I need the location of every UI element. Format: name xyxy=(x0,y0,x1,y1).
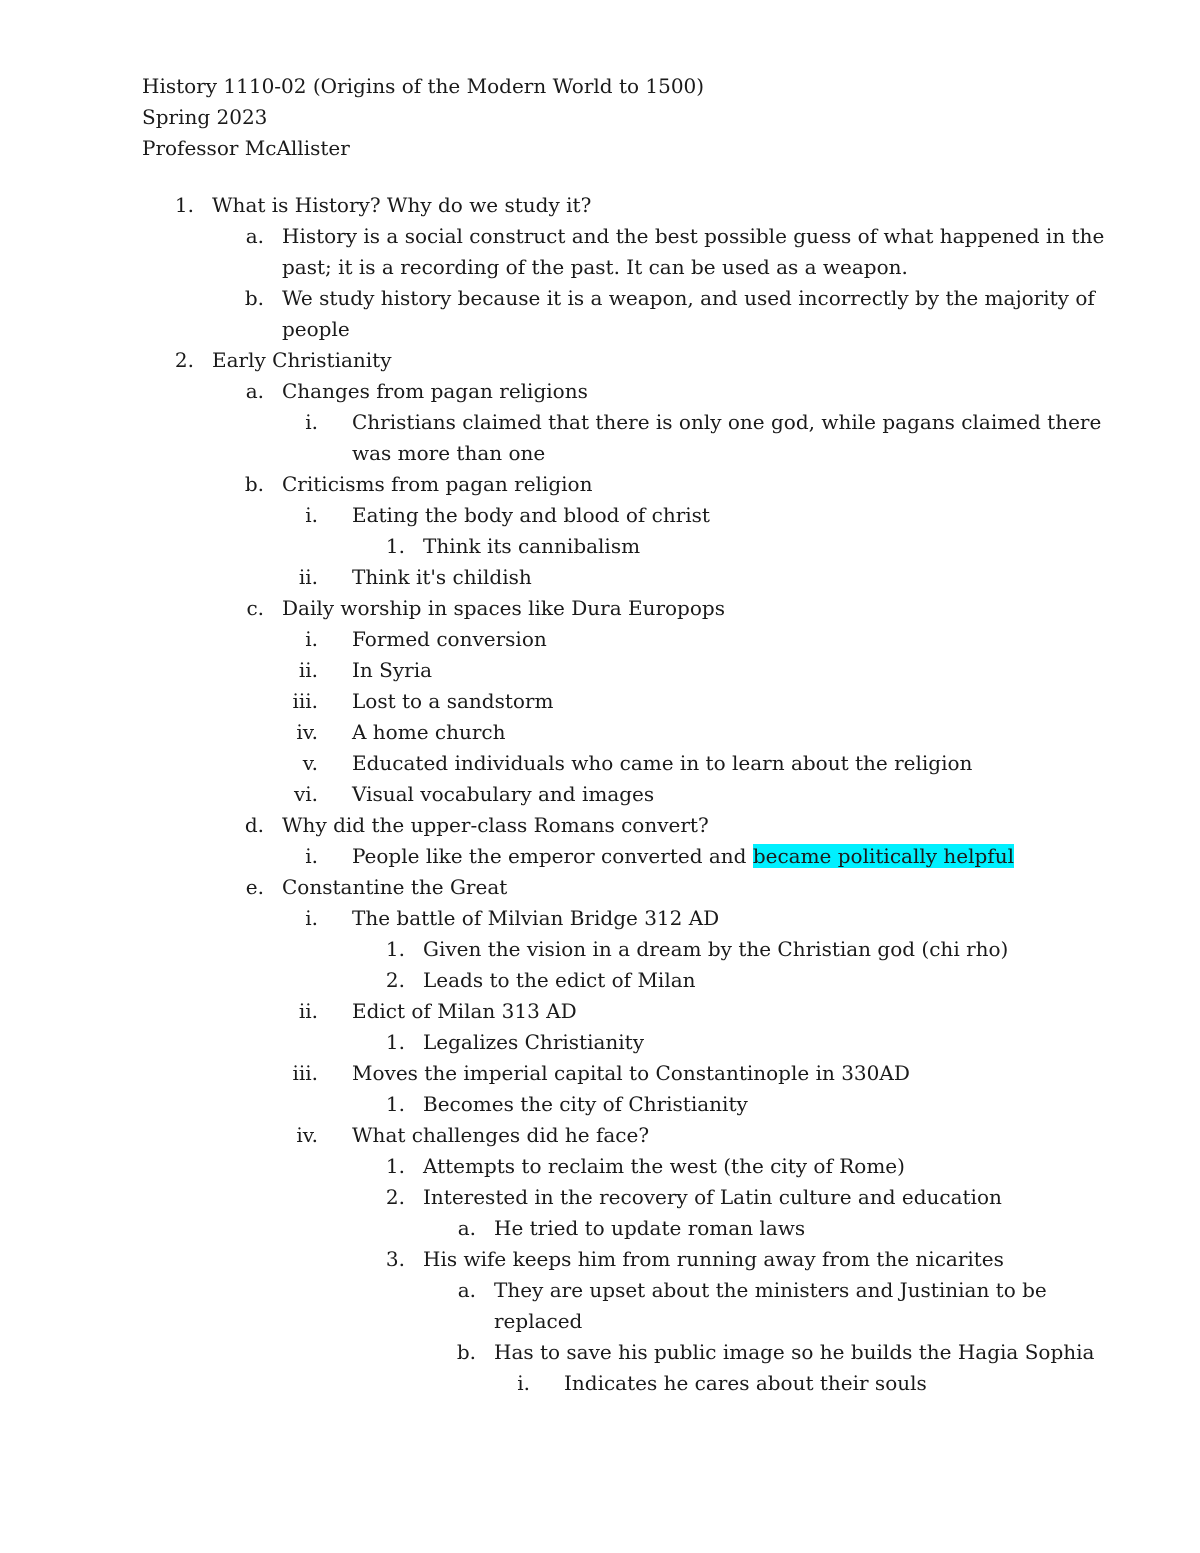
outline-item xyxy=(0,376,1200,407)
outline-item xyxy=(0,345,1200,376)
outline-text xyxy=(564,1368,927,1399)
outline-text-main: Has to save his public image so he builds the Hagia Sophia xyxy=(494,1340,1095,1364)
list-marker: iii. xyxy=(292,689,318,713)
outline-item xyxy=(0,1244,1200,1275)
outline-text xyxy=(423,1244,1004,1275)
list-marker: iv. xyxy=(296,1123,318,1147)
list-marker: a. xyxy=(457,1278,476,1302)
outline-text-main: was more than one xyxy=(352,441,546,465)
list-marker: 1. xyxy=(174,193,194,217)
list-marker: ii. xyxy=(298,565,318,589)
list-marker: v. xyxy=(302,751,318,775)
outline-item xyxy=(0,500,1200,531)
outline-text xyxy=(423,934,1008,965)
outline-text xyxy=(352,686,553,717)
outline-item xyxy=(0,221,1200,252)
outline-text-main: Criticisms from pagan religion xyxy=(282,472,593,496)
list-marker: i. xyxy=(517,1371,530,1395)
outline-item xyxy=(0,996,1200,1027)
outline-item xyxy=(0,624,1200,655)
outline-item xyxy=(0,655,1200,686)
outline-text-main: Formed conversion xyxy=(352,627,547,651)
outline-text-main: We study history because it is a weapon, and used incorrectly by the majority of xyxy=(282,286,1095,310)
outline-item xyxy=(0,1275,1200,1306)
outline-text-main: Christians claimed that there is only one god, while pagans claimed there xyxy=(352,410,1102,434)
outline-text xyxy=(352,717,506,748)
outline-text-main: Think it's childish xyxy=(352,565,532,589)
outline-text xyxy=(282,221,1104,252)
outline-text xyxy=(282,469,592,500)
outline-text xyxy=(282,314,350,345)
outline-text-main: Given the vision in a dream by the Christian god (chi rho) xyxy=(423,937,1009,961)
outline-text xyxy=(282,283,1095,314)
list-marker: iii. xyxy=(292,1061,318,1085)
outline-text-main: Legalizes Christianity xyxy=(423,1030,645,1054)
outline-text-main: Indicates he cares about their souls xyxy=(564,1371,927,1395)
outline-text xyxy=(423,1182,1002,1213)
list-marker: iv. xyxy=(296,720,318,744)
notes-outline xyxy=(0,190,1200,1399)
outline-text-main: Constantine the Great xyxy=(282,875,508,899)
outline-text xyxy=(352,903,719,934)
outline-text-main: In Syria xyxy=(352,658,433,682)
list-marker: 1. xyxy=(385,1154,405,1178)
outline-text-main: His wife keeps him from running away from the nicarites xyxy=(423,1247,1004,1271)
outline-text-main: replaced xyxy=(494,1309,583,1333)
list-marker: ii. xyxy=(298,658,318,682)
outline-item xyxy=(0,283,1200,314)
list-marker: 2. xyxy=(385,1185,405,1209)
outline-text-main: Educated individuals who came in to learn about the religion xyxy=(352,751,973,775)
list-marker: i. xyxy=(305,503,318,527)
outline-text xyxy=(494,1213,805,1244)
outline-item xyxy=(0,252,1200,283)
outline-text xyxy=(352,748,972,779)
list-marker: 1. xyxy=(385,937,405,961)
outline-item xyxy=(0,1089,1200,1120)
outline-text-main: Early Christianity xyxy=(212,348,392,372)
outline-text-main: Edict of Milan 313 AD xyxy=(352,999,577,1023)
list-marker: c. xyxy=(246,596,264,620)
outline-text xyxy=(282,376,588,407)
outline-item xyxy=(0,1151,1200,1182)
outline-text-main: They are upset about the ministers and Justinian to be xyxy=(494,1278,1047,1302)
outline-text xyxy=(352,562,532,593)
outline-text xyxy=(494,1337,1094,1368)
outline-item xyxy=(0,1337,1200,1368)
outline-text xyxy=(423,1151,905,1182)
outline-text-main: Lost to a sandstorm xyxy=(352,689,554,713)
list-marker: 3. xyxy=(385,1247,405,1271)
outline-item xyxy=(0,903,1200,934)
term: Spring 2023 xyxy=(142,105,268,129)
outline-text-main: What challenges did he face? xyxy=(352,1123,650,1147)
outline-text xyxy=(282,872,507,903)
outline-item xyxy=(0,438,1200,469)
outline-item xyxy=(0,593,1200,624)
outline-item xyxy=(0,934,1200,965)
outline-item xyxy=(0,1368,1200,1399)
outline-item xyxy=(0,469,1200,500)
outline-text xyxy=(352,779,654,810)
outline-text-main: Leads to the edict of Milan xyxy=(423,968,696,992)
list-marker: 2. xyxy=(385,968,405,992)
outline-text xyxy=(352,996,577,1027)
outline-item xyxy=(0,562,1200,593)
outline-text-main: Attempts to reclaim the west (the city of Rome) xyxy=(423,1154,905,1178)
outline-item xyxy=(0,841,1200,872)
list-marker: ii. xyxy=(298,999,318,1023)
highlighted-text: became politically helpful xyxy=(752,844,1014,868)
outline-text xyxy=(423,1027,644,1058)
outline-text-main: past; it is a recording of the past. It can be used as a weapon. xyxy=(282,255,908,279)
list-marker: vi. xyxy=(293,782,318,806)
outline-text-main: Changes from pagan religions xyxy=(282,379,588,403)
list-marker: i. xyxy=(305,410,318,434)
outline-text-main: He tried to update roman laws xyxy=(494,1216,806,1240)
list-marker: e. xyxy=(245,875,264,899)
outline-item xyxy=(0,190,1200,221)
outline-text xyxy=(352,407,1101,438)
outline-text-main: Visual vocabulary and images xyxy=(352,782,655,806)
outline-text-main: Interested in the recovery of Latin culture and education xyxy=(423,1185,1002,1209)
outline-text-main: Moves the imperial capital to Constantinople in 330AD xyxy=(352,1061,910,1085)
outline-item xyxy=(0,965,1200,996)
outline-item xyxy=(0,872,1200,903)
outline-text xyxy=(212,190,591,221)
list-marker: i. xyxy=(305,627,318,651)
list-marker: a. xyxy=(457,1216,476,1240)
list-marker: a. xyxy=(245,224,264,248)
outline-text-main: The battle of Milvian Bridge 312 AD xyxy=(352,906,720,930)
outline-text-main: Becomes the city of Christianity xyxy=(423,1092,748,1116)
professor-name: Professor McAllister xyxy=(142,136,350,160)
course-title: History 1110-02 (Origins of the Modern World to 1500) xyxy=(142,74,705,98)
outline-item xyxy=(0,531,1200,562)
outline-text xyxy=(423,1089,748,1120)
list-marker: i. xyxy=(305,844,318,868)
outline-text xyxy=(352,1120,649,1151)
outline-item xyxy=(0,717,1200,748)
outline-text xyxy=(352,438,545,469)
outline-text-main: People like the emperor converted and xyxy=(352,844,753,868)
list-marker: b. xyxy=(244,286,264,310)
outline-text-main: Daily worship in spaces like Dura Europops xyxy=(282,596,725,620)
outline-text xyxy=(494,1306,582,1337)
outline-text-main: Eating the body and blood of christ xyxy=(352,503,710,527)
outline-text-main: Why did the upper-class Romans convert? xyxy=(282,813,709,837)
outline-text-main: Think its cannibalism xyxy=(423,534,641,558)
outline-text xyxy=(352,841,1014,872)
outline-text xyxy=(352,655,432,686)
list-marker: b. xyxy=(244,472,264,496)
outline-text xyxy=(423,531,640,562)
outline-item xyxy=(0,1182,1200,1213)
outline-text-main: History is a social construct and the best possible guess of what happened in the xyxy=(282,224,1105,248)
list-marker: 1. xyxy=(385,1092,405,1116)
outline-item xyxy=(0,686,1200,717)
outline-item xyxy=(0,779,1200,810)
outline-text-main: A home church xyxy=(352,720,506,744)
outline-item xyxy=(0,810,1200,841)
outline-text xyxy=(282,593,725,624)
outline-text xyxy=(212,345,392,376)
outline-text xyxy=(352,500,710,531)
outline-text xyxy=(282,252,908,283)
outline-text xyxy=(352,1058,910,1089)
outline-item xyxy=(0,1306,1200,1337)
outline-item xyxy=(0,407,1200,438)
list-marker: 2. xyxy=(174,348,194,372)
outline-text xyxy=(352,624,547,655)
list-marker: 1. xyxy=(385,1030,405,1054)
outline-item xyxy=(0,1120,1200,1151)
list-marker: b. xyxy=(456,1340,476,1364)
outline-item xyxy=(0,1213,1200,1244)
list-marker: a. xyxy=(245,379,264,403)
list-marker: 1. xyxy=(385,534,405,558)
outline-text-main: people xyxy=(282,317,350,341)
outline-item xyxy=(0,314,1200,345)
list-marker: i. xyxy=(305,906,318,930)
outline-text-main: What is History? Why do we study it? xyxy=(212,193,592,217)
outline-text xyxy=(282,810,709,841)
list-marker: d. xyxy=(244,813,264,837)
outline-item xyxy=(0,1058,1200,1089)
outline-item xyxy=(0,1027,1200,1058)
outline-item xyxy=(0,748,1200,779)
outline-text xyxy=(494,1275,1047,1306)
outline-text xyxy=(423,965,696,996)
